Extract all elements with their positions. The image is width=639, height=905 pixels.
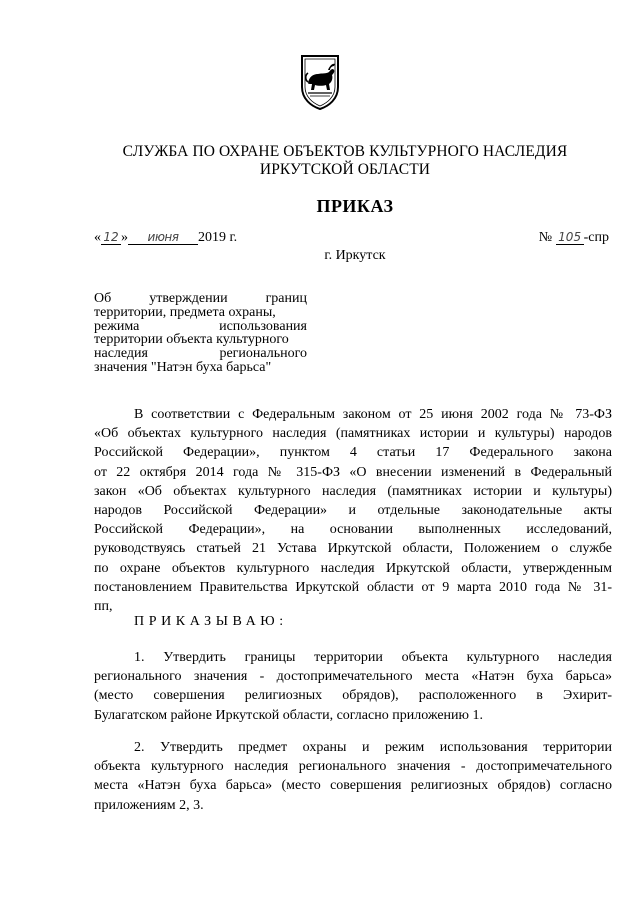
- paragraph-line: по охране объектов культурного наследия Иркутской области, утвержденным: [94, 560, 612, 576]
- date-month: июня: [128, 230, 198, 245]
- paragraph-line: Российской Федерации», на основании выполненных исследований,: [94, 522, 612, 538]
- paragraph-line: постановлением Правительства Иркутской области от 9 марта 2010 года № 31-: [94, 579, 612, 595]
- order-number: [539, 230, 609, 246]
- number-suffix: -спр: [583, 230, 609, 245]
- date-year: 2019 г.: [198, 230, 238, 245]
- organization-name-line-2: ИРКУТСКОЙ ОБЛАСТИ: [259, 161, 431, 178]
- paragraph-line: В соответствии с Федеральным законом от 25 июня 2002 года № 73-ФЗ: [134, 407, 612, 422]
- organization-name-line-1: СЛУЖБА ПО ОХРАНЕ ОБЪЕКТОВ КУЛЬТУРНОГО НАСЛЕДИЯ: [122, 143, 568, 160]
- paragraph-line: объекта культурного наследия регионального значения - достопримечательного: [94, 759, 612, 775]
- paragraph-line: приложениям 2, 3.: [94, 797, 204, 813]
- order-subject: [94, 292, 307, 375]
- subject-line: территории объекта культурного: [94, 332, 289, 348]
- date-close-quote: »: [121, 230, 128, 245]
- paragraph-line: от 22 октября 2014 года № 315-ФЗ «О внесении изменений в Федеральный: [94, 464, 612, 480]
- irkutsk-coat-of-arms-icon: [299, 53, 341, 111]
- order-date: [94, 230, 237, 246]
- subject-line: режима использования: [94, 318, 307, 334]
- paragraph-line: 1. Утвердить границы территории объекта культурного наследия: [134, 650, 612, 665]
- paragraph-line: закон «Об объектах культурного наследия (памятниках истории и культуры): [94, 483, 612, 499]
- paragraph-line: места «Натэн буха барьса» (место совершения религиозных обрядов) согласно: [94, 778, 612, 794]
- paragraph-line: «Об объектах культурного наследия (памятниках истории и культуры) народов: [94, 426, 612, 442]
- number-prefix: №: [538, 230, 553, 245]
- paragraph-line: Российской Федерации», пунктом 4 статьи 17 Федерального закона: [94, 445, 612, 461]
- paragraph-line: народов Российской Федерации» и отдельные законодательные акты: [94, 503, 612, 519]
- item-1-paragraph: [94, 648, 612, 725]
- date-day: 12: [101, 230, 121, 245]
- document-title: ПРИКАЗ: [316, 196, 394, 216]
- number-value: 105: [556, 230, 584, 245]
- paragraph-line: руководствуясь статьей 21 Устава Иркутской области, Положением о службе: [94, 541, 612, 557]
- paragraph-line: пп,: [94, 599, 113, 615]
- paragraph-line: 2. Утвердить предмет охраны и режим использования территории: [134, 740, 612, 755]
- subject-line: наследия регионального: [94, 346, 307, 362]
- subject-line: Об утверждении границ: [94, 291, 307, 306]
- paragraph-line: Булагатском районе Иркутской области, согласно приложению 1.: [94, 707, 483, 723]
- item-2-paragraph: [94, 738, 612, 815]
- subject-line: значения "Натэн буха барьса": [94, 359, 272, 375]
- paragraph-line: (место совершения религиозных обрядов), расположенного в Эхирит-: [94, 688, 612, 704]
- date-open-quote: «: [94, 230, 101, 245]
- city-line: г. Иркутск: [324, 248, 386, 263]
- preamble-paragraph: [94, 405, 612, 616]
- subject-line: территории, предмета охраны,: [94, 304, 276, 320]
- paragraph-line: регионального значения - достопримечательного места «Натэн буха барьса»: [94, 669, 612, 685]
- order-directive-word: ПРИКАЗЫВАЮ:: [134, 614, 288, 629]
